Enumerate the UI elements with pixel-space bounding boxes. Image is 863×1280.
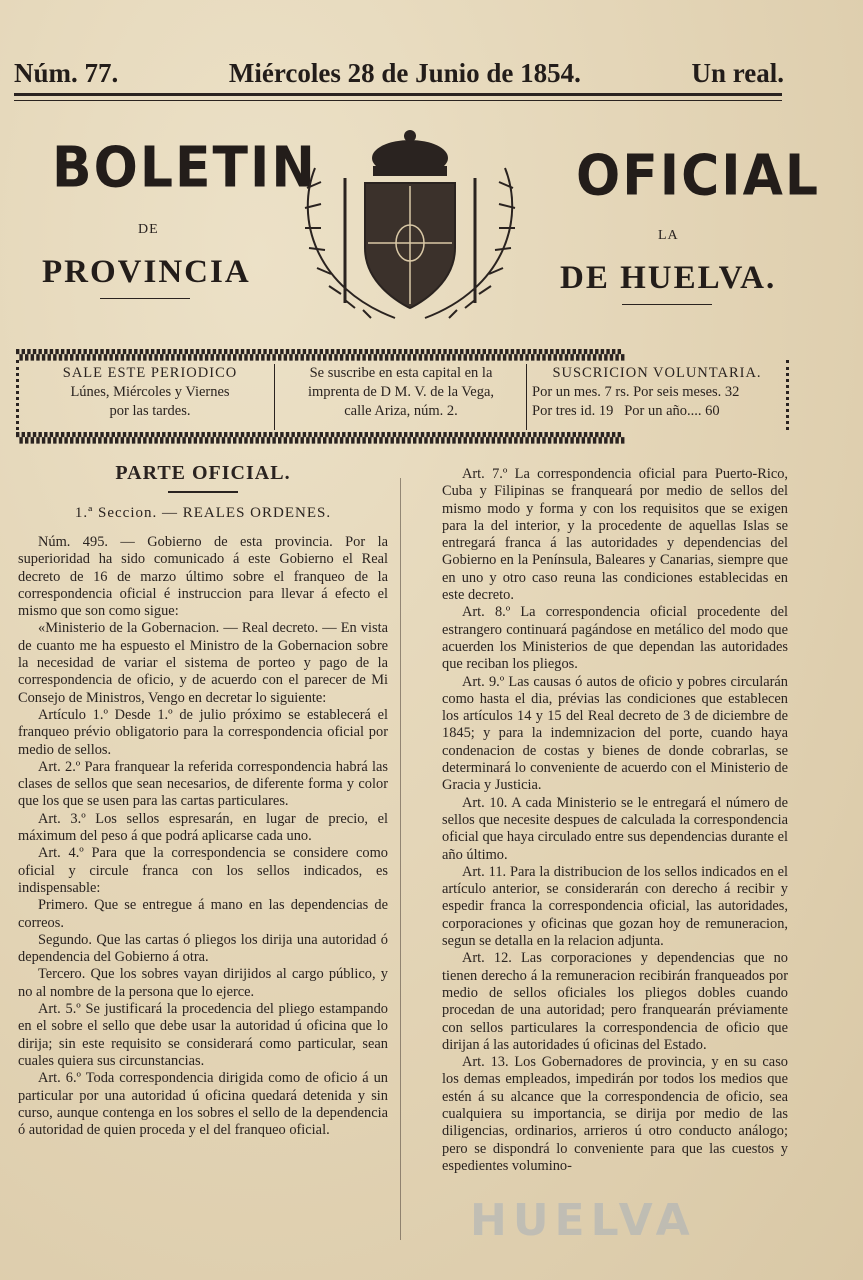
issue-number: Núm. 77. <box>14 58 119 88</box>
word-de: DE <box>138 222 159 237</box>
info-line: calle Ariza, núm. 2. <box>344 403 458 419</box>
right-column <box>442 466 788 1175</box>
ornamental-border-bottom: ▚▚▚▚▚▚▚▚▚▚▚▚▚▚▚▚▚▚▚▚▚▚▚▚▚▚▚▚▚▚▚▚▚▚▚▚▚▚▚▚▚▚▚▚▚▚▚▚▚▚▚▚▚▚▚▚▚▚▚▚▚▚▚▚▚▚▚▚▚▚▚▚▚▚▚▚▚▚▚▚▚▚▚▚▚▚▚▚▚▚▚▚▚▚▚▚▚▚▚▚▚▚▚▚▚▚▚▚ <box>16 432 624 444</box>
paragraph: Art. 2.º Para franquear la referida correspondencia habrá las clases de sellos que sean necesarios, de diferente forma y color que los que se usen para las cartas particulares. <box>18 758 388 810</box>
paragraph: Núm. 495. — Gobierno de esta provincia. Por la superioridad ha sido comunicado á este Gobierno el Real decreto de 16 de marzo último sobre el franqueo de la correspondencia oficial é instruccion para llevar á efecto el mismo que son como sigue: <box>18 534 388 620</box>
paragraph: Art. 8.º La correspondencia oficial procedente del estrangero continuará pagándose en metálico del modo que acuerden los Ministerios de que dependan las autoridades que reciban los pliegos. <box>442 604 788 673</box>
paragraph: Art. 12. Las corporaciones y dependencias que no tienen derecho á la remuneracion recibirán franqueados por medio de sellos oficiales los pliegos dobles cuando procedan de una autoridad; pero franquearán préviamente con sellos particulares la correspondencia de oficio que dirijan á las autoridades ú oficinas del Estado. <box>442 950 788 1053</box>
paragraph: Art. 7.º La correspondencia oficial para Puerto-Rico, Cuba y Filipinas se franqueará por medio de sellos del mismo modo y forma y con los requisitos que se exigen para la del interior, y la procedente de aquellas Islas se entregará franca á las autoridades y dependencias del Gobierno en la Península, Baleares y Canarias, siempre que en uno y otro caso reuna las condiciones establecidas en este decreto. <box>442 466 788 604</box>
ornament-rule-left <box>100 298 190 299</box>
paragraph: Art. 4.º Para que la correspondencia se considere como oficial y circule franca con los sellos indicados, es indispensable: <box>18 845 388 896</box>
paragraph: Art. 10. A cada Ministerio se le entregará el número de sellos que necesite despues de calculada la correspondencia oficial que haya circulado entre sus dependencias durante el año último. <box>442 794 788 863</box>
info-line: SALE ESTE PERIODICO <box>62 365 238 381</box>
info-separator <box>274 364 275 430</box>
ornament-rule-right <box>622 304 712 305</box>
info-separator <box>526 364 527 430</box>
paragraph: Primero. Que se entregue á mano en las dependencias de correos. <box>18 897 388 931</box>
paragraph: Segundo. Que las cartas ó pliegos los dirija una autoridad ó dependencia del Gobierno á otra. <box>18 931 388 966</box>
info-line: por las tardes. <box>109 403 191 419</box>
info-line: Se suscribe en esta capital en la <box>309 365 493 381</box>
section-title: PARTE OFICIAL. <box>115 462 291 484</box>
subscription-address <box>282 364 520 430</box>
column-divider <box>400 478 401 1240</box>
subscription-prices <box>532 364 782 430</box>
info-line: Por un mes. 7 rs. Por seis meses. 32 <box>532 384 740 400</box>
info-line: imprenta de D M. V. de la Vega, <box>307 384 495 400</box>
ornamental-border-left <box>16 360 27 430</box>
title-boletin: BOLETIN <box>52 135 317 201</box>
section-rule <box>168 491 238 493</box>
paragraph: Art. 11. Para la distribucion de los sellos indicados en el artículo anterior, se considerarán con derecho á recibir y espedir franca la correspondencia oficial, las autoridades, corporaciones y oficinas que gozan hoy de remuneracion, segun se detalla en la relacion adjunta. <box>442 863 788 950</box>
info-line: Lúnes, Miércoles y Viernes <box>70 384 230 400</box>
subtitle-huelva: DE HUELVA. <box>560 260 777 296</box>
word-la: LA <box>658 228 679 243</box>
paragraph: Tercero. Que los sobres vayan dirijidos al cargo público, y no al nombre de la persona que lo ejerce. <box>18 966 388 1000</box>
paragraph: Art. 13. Los Gobernadores de provincia, y en su caso los demas empleados, impedirán por todos los medios que estén á su alcance que la correspondencia de oficio, sea cualquiera su importancia, se dirija por medio de las diligencias, ordinarios, arrieros ú otro conducto análogo; pero se dispondrá lo conveniente para que las cuestos y espedientes volumino- <box>442 1054 788 1174</box>
info-line: Por tres id. 19 Por un año.... 60 <box>532 403 720 419</box>
title-oficial: OFICIAL <box>576 143 820 209</box>
section-subtitle: 1.ª Seccion. — REALES ORDENES. <box>74 505 332 521</box>
issue-date: Miércoles 28 de Junio de 1854. <box>228 58 581 88</box>
info-title: SUSCRICION VOLUNTARIA. <box>552 365 762 381</box>
paragraph: Artículo 1.º Desde 1.º de julio próximo se establecerá el franqueo prévio obligatorio para la correspondencia oficial por medio de sellos. <box>18 706 388 758</box>
masthead-top-line <box>14 58 784 89</box>
paragraph: Art. 5.º Se justificará la procedencia del pliego estampando en el sobre el sello que debe usar la autoridad ú oficina que lo dirija; sin este requisito se considerará como particular, sean cuales quiera sus circunstancias. <box>18 1001 388 1069</box>
royal-crest-icon <box>285 128 535 328</box>
publication-days <box>30 364 270 430</box>
paragraph: Art. 9.º Las causas ó autos de oficio y pobres circularán como hasta el dia, prévias las condiciones que establecen los artículos 14 y 15 del Real decreto de 3 de diciembre de 1845; y para la indemnizacion del porte, cuando haya condenacion de costas y bienes de donde cobrarlas, se determinará lo conveniente de acuerdo con el Ministerio de Gracia y Justicia. <box>442 673 788 794</box>
top-rule <box>14 93 782 96</box>
left-column <box>18 462 388 1139</box>
ornamental-border-top: ▚▚▚▚▚▚▚▚▚▚▚▚▚▚▚▚▚▚▚▚▚▚▚▚▚▚▚▚▚▚▚▚▚▚▚▚▚▚▚▚▚▚▚▚▚▚▚▚▚▚▚▚▚▚▚▚▚▚▚▚▚▚▚▚▚▚▚▚▚▚▚▚▚▚▚▚▚▚▚▚▚▚▚▚▚▚▚▚▚▚▚▚▚▚▚▚▚▚▚▚▚▚▚▚▚▚▚▚ <box>16 349 624 361</box>
paragraph: Art. 6.º Toda correspondencia dirigida como de oficio á un particular por una autoridad ú oficina quedará detenida y sin curso, aunque contenga en los sobres el sello de la dependencia ó autoridad de quien proceda y el del franqueo oficial. <box>18 1070 388 1139</box>
paragraph: «Ministerio de la Gobernacion. — Real decreto. — En vista de cuanto me ha espuesto el Ministro de la Gobernacion sobre la necesidad de variar el sistema de porteo y pago de la correspondencia de oficio, y de acuerdo con el parecer de Mi Consejo de Ministros, Vengo en decretar lo siguiente: <box>18 620 388 706</box>
top-rule-thin <box>14 100 782 101</box>
watermark: HUELVA <box>470 1195 696 1246</box>
subtitle-provincia: PROVINCIA <box>42 254 251 290</box>
issue-price: Un real. <box>691 58 784 88</box>
paragraph: Art. 3.º Los sellos espresarán, en lugar de precio, el máximum del peso á que podrá aplicarse cada uno. <box>18 810 388 845</box>
left-column-text <box>18 534 388 1139</box>
subscription-info <box>30 364 780 430</box>
